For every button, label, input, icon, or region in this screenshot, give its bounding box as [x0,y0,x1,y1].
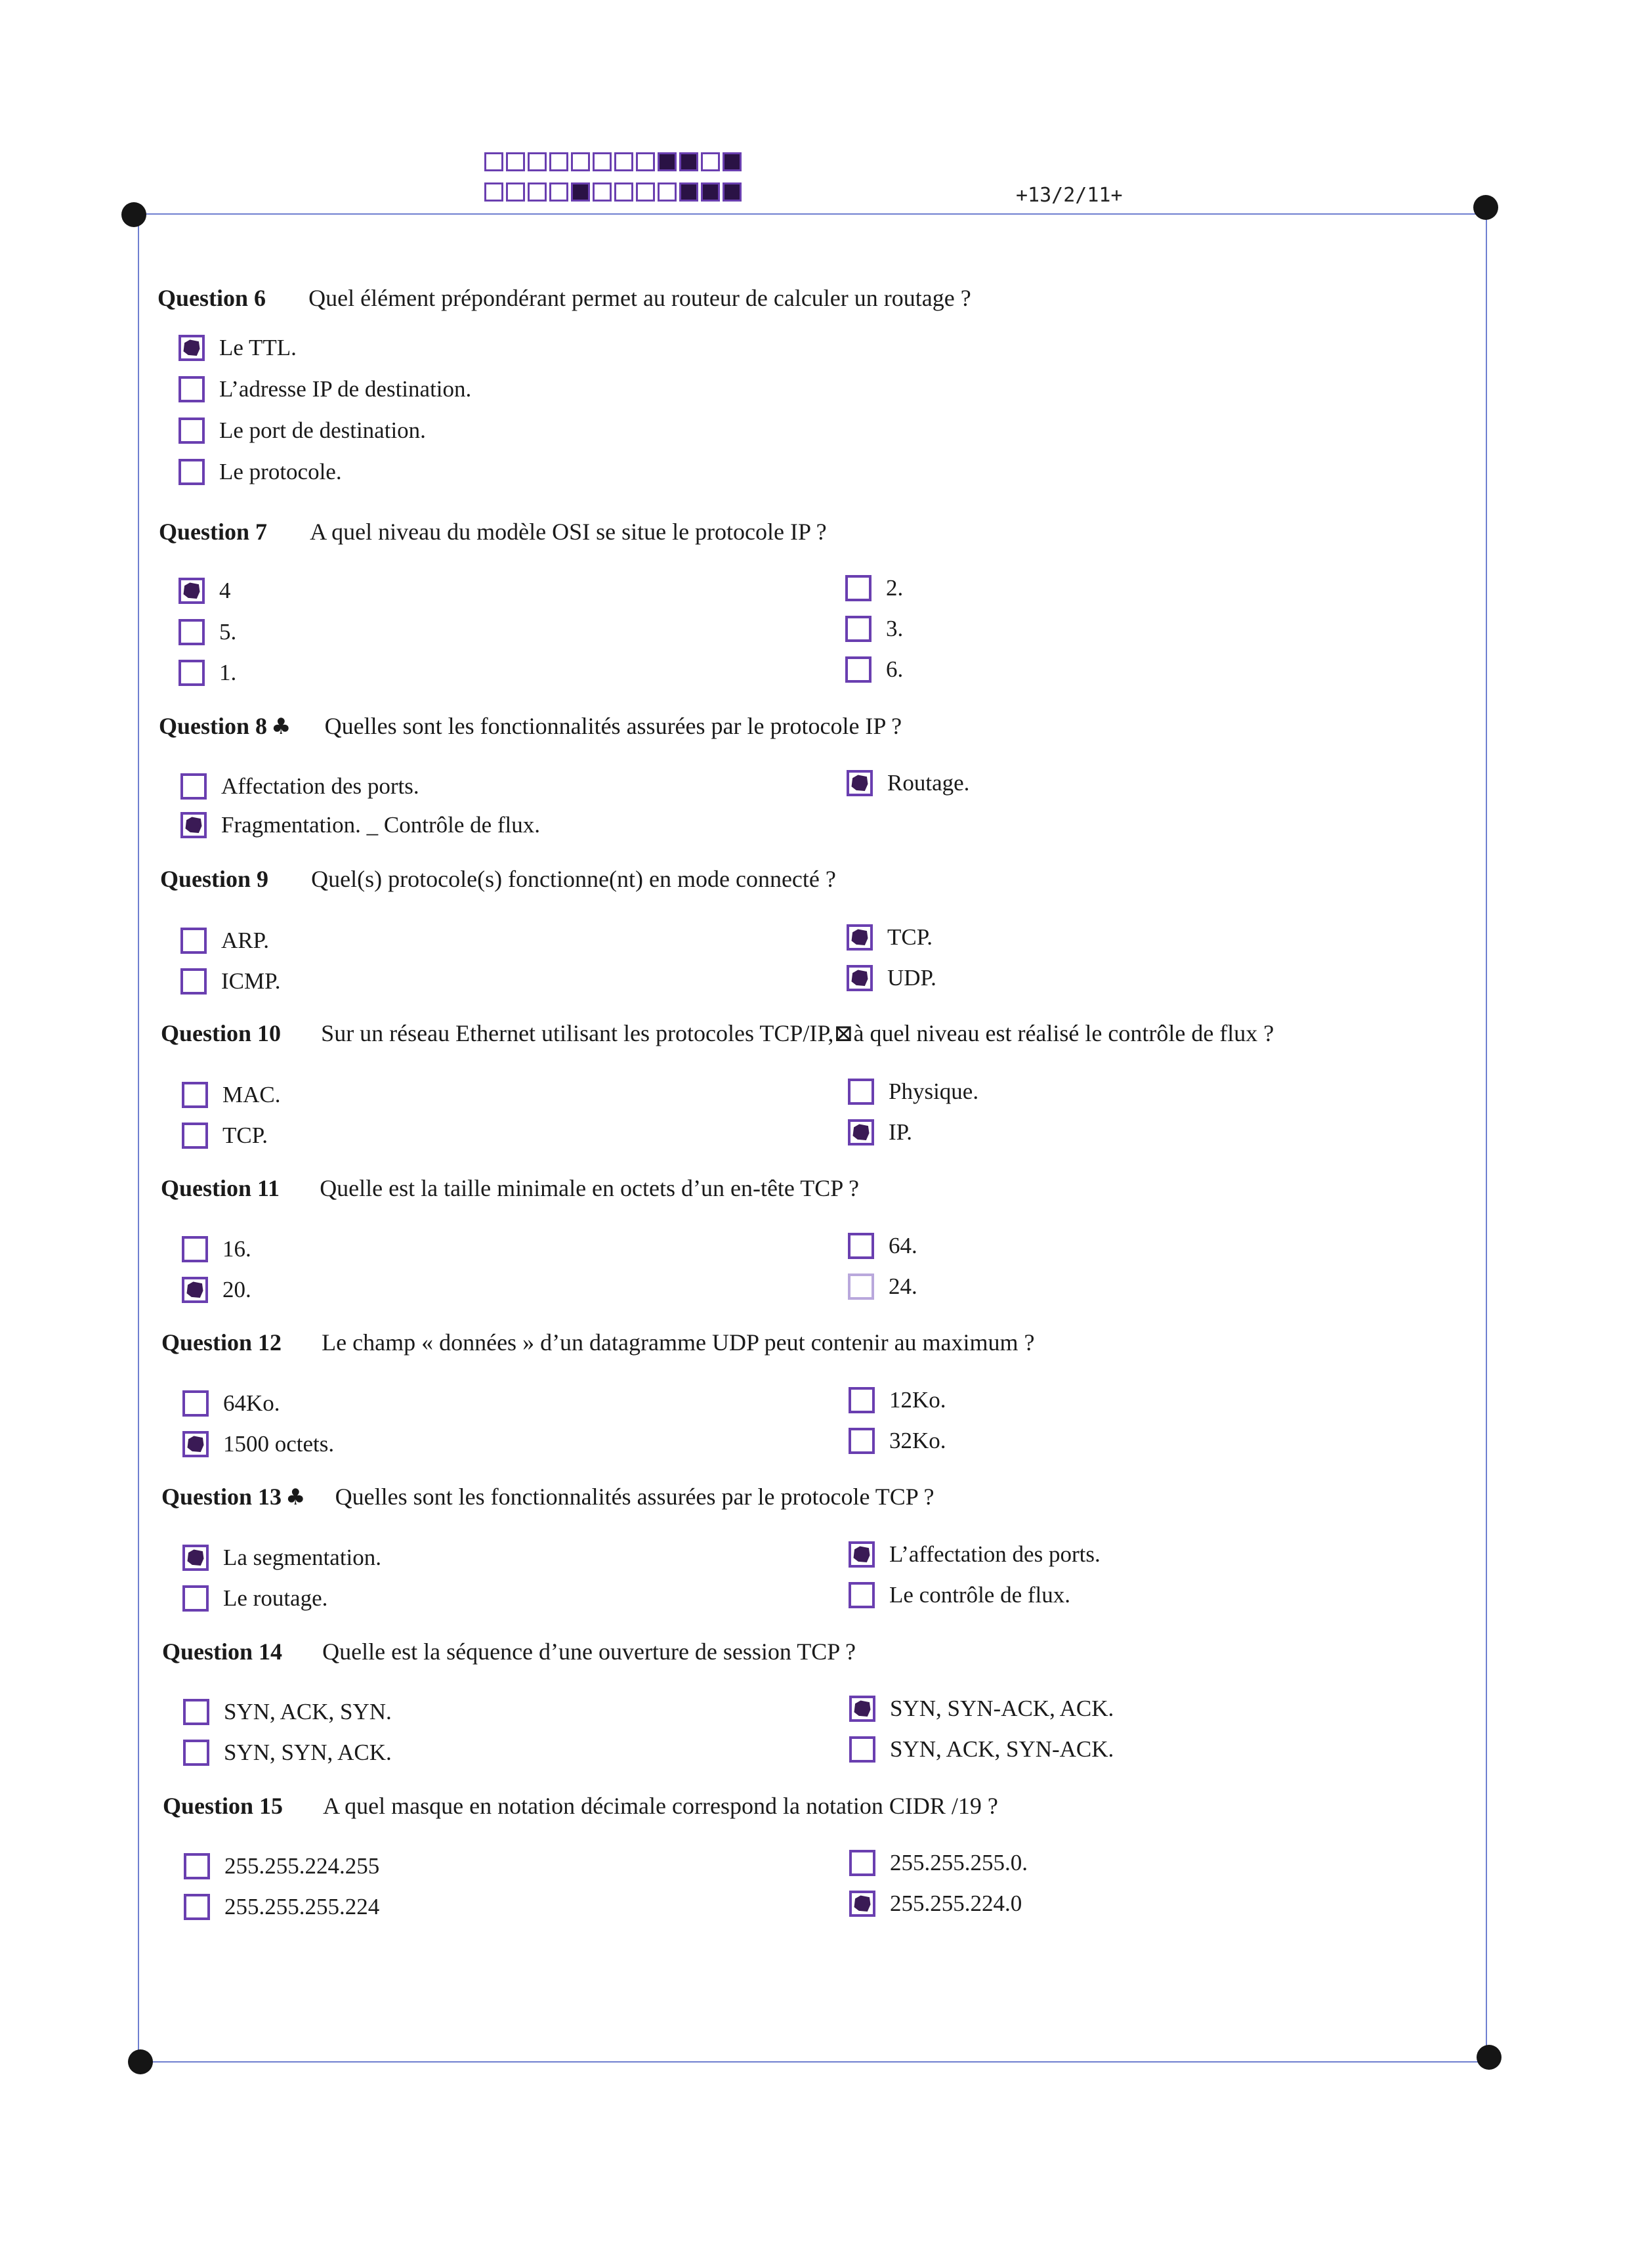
answer-option[interactable] [184,1853,379,1879]
answer-option[interactable] [178,459,342,485]
answer-checkbox[interactable] [178,376,205,402]
answer-label: IP. [889,1119,912,1145]
answer-label: Le TTL. [219,335,297,360]
answer-option[interactable] [178,417,426,444]
answer-option[interactable] [849,1736,1114,1763]
answer-option[interactable] [849,1696,1114,1722]
barcode-row-2 [484,182,742,202]
answer-checkbox[interactable] [847,965,873,991]
answer-option[interactable] [183,1699,392,1725]
answer-label: 64. [889,1233,917,1258]
answer-checkbox[interactable] [183,1740,209,1766]
answer-checkbox[interactable] [849,1541,875,1568]
barcode-cell [636,182,655,202]
answer-label: 5. [219,619,237,645]
answer-checkbox[interactable] [845,575,872,601]
answer-checkbox[interactable] [182,1545,209,1571]
answer-checkbox[interactable] [849,1891,875,1917]
answer-label: 6. [886,656,904,682]
answer-label: TCP. [887,924,933,950]
answer-label: Fragmentation. _ Contrôle de flux. [221,812,541,838]
answer-option[interactable] [847,770,969,796]
answer-checkbox[interactable] [849,1736,875,1763]
answer-option[interactable] [847,924,933,951]
answer-label: 16. [222,1236,251,1262]
answer-checkbox[interactable] [849,1850,875,1876]
answer-checkbox[interactable] [182,1236,208,1262]
answer-checkbox[interactable] [182,1082,208,1108]
answer-option[interactable] [180,773,419,800]
answer-label: 12Ko. [889,1387,946,1413]
question-text: Quelle est la taille minimale en octets d’un en-tête TCP ? [320,1175,859,1201]
answer-label: La segmentation. [223,1545,382,1570]
answer-checkbox[interactable] [182,1123,208,1149]
answer-checkbox[interactable] [180,968,207,995]
question-10-header [161,1019,1274,1047]
answer-label: MAC. [222,1082,281,1107]
answer-option[interactable] [180,812,540,838]
answer-checkbox[interactable] [178,417,205,444]
answer-checkbox[interactable] [182,1277,208,1303]
answer-checkbox[interactable] [183,1699,209,1725]
answer-option[interactable] [849,1850,1028,1876]
answer-label: 255.255.255.224 [224,1894,380,1919]
barcode-cell [484,182,503,202]
answer-label: 4 [219,578,231,603]
answer-label: Le routage. [223,1585,328,1611]
answer-label: SYN, SYN, ACK. [224,1740,392,1765]
question-11-header [161,1174,859,1202]
question-number: Question 13 [161,1484,282,1510]
question-number: Question 6 [158,285,266,311]
answer-option[interactable] [180,968,280,995]
question-12-header [161,1329,1035,1356]
answer-label: SYN, ACK, SYN-ACK. [890,1736,1114,1762]
answer-checkbox[interactable] [849,1387,875,1413]
answer-label: 1500 octets. [223,1431,335,1457]
answer-option[interactable] [847,965,936,991]
answer-label: 24. [889,1273,917,1299]
barcode-cell [636,152,655,171]
answer-label: SYN, SYN-ACK, ACK. [890,1696,1114,1721]
answer-checkbox[interactable] [849,1428,875,1454]
barcode-cell [723,152,742,171]
corner-marker-top-right [1473,195,1498,220]
barcode-cell [506,182,525,202]
barcode-cell [701,182,720,202]
answer-label: 255.255.255.0. [890,1850,1028,1875]
answer-label: 255.255.224.0 [890,1891,1022,1916]
answer-checkbox[interactable] [847,770,873,796]
barcode-row-1 [484,152,742,171]
barcode-cell [528,152,547,171]
answer-option[interactable] [178,376,471,402]
question-text: Sur un réseau Ethernet utilisant les protocoles TCP/IP,⊠à quel niveau est réalisé le contrôle de flux ? [321,1020,1274,1046]
answer-label: Physique. [889,1079,979,1104]
answer-option[interactable] [848,1273,917,1300]
answer-option[interactable] [182,1545,381,1571]
question-14-header [162,1638,856,1665]
answer-label: 3. [886,616,904,641]
answer-option[interactable] [178,335,297,361]
answer-checkbox[interactable] [178,335,205,361]
answer-checkbox[interactable] [849,1696,875,1722]
answer-option[interactable] [182,1277,251,1303]
answer-checkbox[interactable] [184,1894,210,1920]
answer-option[interactable] [845,656,903,683]
answer-option[interactable] [849,1387,946,1413]
question-text: A quel niveau du modèle OSI se situe le protocole IP ? [310,519,827,545]
answer-checkbox[interactable] [849,1582,875,1608]
answer-checkbox[interactable] [178,660,205,686]
frame-bottom [139,2061,1490,2063]
answer-label: 32Ko. [889,1428,946,1453]
question-number: Question 7 [159,519,268,545]
page-id: +13/2/11+ [1016,184,1123,207]
answer-checkbox[interactable] [845,656,872,683]
question-text: Quel(s) protocole(s) fonctionne(nt) en mode connecté ? [311,866,836,892]
barcode-cell [679,152,698,171]
question-text: A quel masque en notation décimale correspond la notation CIDR /19 ? [323,1793,998,1819]
barcode-cell [549,152,568,171]
question-number: Question 11 [161,1175,280,1201]
answer-checkbox[interactable] [182,1431,209,1457]
answer-option[interactable] [178,619,236,645]
answer-option[interactable] [182,1236,251,1262]
answer-option[interactable] [183,1740,392,1766]
barcode-cell [658,182,677,202]
answer-label: ICMP. [221,968,281,994]
answer-label: 2. [886,575,904,601]
question-text: Quelle est la séquence d’une ouverture de session TCP ? [322,1638,856,1665]
barcode-cell [679,182,698,202]
answer-option[interactable] [178,578,231,604]
club-icon: ♣ [285,1484,306,1510]
barcode-cell [484,152,503,171]
answer-option[interactable] [182,1390,280,1417]
answer-checkbox[interactable] [848,1079,874,1105]
barcode-cell [658,152,677,171]
frame-top [135,213,1488,215]
answer-checkbox[interactable] [178,619,205,645]
answer-label: 1. [219,660,237,685]
answer-option[interactable] [178,660,236,686]
answer-label: UDP. [887,965,936,991]
barcode-cell [571,182,590,202]
answer-option[interactable] [182,1123,268,1149]
barcode-cell [701,152,720,171]
question-number: Question 14 [162,1638,283,1665]
answer-checkbox[interactable] [848,1233,874,1259]
answer-checkbox[interactable] [178,578,205,604]
answer-checkbox[interactable] [184,1853,210,1879]
question-text: Quelles sont les fonctionnalités assurées par le protocole TCP ? [335,1484,934,1510]
answer-checkbox[interactable] [180,773,207,800]
answer-checkbox[interactable] [848,1119,874,1145]
barcode-cell [614,152,633,171]
answer-option[interactable] [182,1431,334,1457]
answer-option[interactable] [849,1582,1070,1608]
barcode-cell [506,152,525,171]
barcode-cell [614,182,633,202]
question-number: Question 10 [161,1020,282,1046]
answer-label: L’affectation des ports. [889,1541,1101,1567]
barcode-cell [549,182,568,202]
corner-marker-bottom-right [1477,2045,1502,2070]
question-number: Question 15 [163,1793,284,1819]
question-number: Question 9 [160,866,269,892]
question-number: Question 12 [161,1329,282,1356]
answer-label: Affectation des ports. [221,773,419,799]
answer-label: L’adresse IP de destination. [219,376,472,402]
answer-label: 20. [222,1277,251,1302]
answer-option[interactable] [845,575,903,601]
answer-option[interactable] [849,1891,1022,1917]
answer-option[interactable] [849,1541,1101,1568]
answer-option[interactable] [848,1233,917,1259]
answer-label: Le port de destination. [219,417,426,443]
answer-label: Routage. [887,770,970,796]
question-text: Le champ « données » d’un datagramme UDP peut contenir au maximum ? [322,1329,1035,1356]
answer-checkbox[interactable] [180,928,207,954]
answer-label: Le contrôle de flux. [889,1582,1071,1608]
answer-label: Le protocole. [219,459,342,484]
answer-checkbox[interactable] [848,1273,874,1300]
answer-label: TCP. [222,1123,268,1148]
barcode-cell [593,182,612,202]
barcode-cell [723,182,742,202]
answer-label: SYN, ACK, SYN. [224,1699,392,1724]
corner-marker-bottom-left [128,2049,153,2074]
answer-checkbox[interactable] [178,459,205,485]
answer-checkbox[interactable] [180,812,207,838]
corner-marker-top-left [121,202,146,227]
answer-option[interactable] [848,1119,912,1145]
question-8-header [159,712,902,740]
answer-option[interactable] [845,616,903,642]
answer-label: ARP. [221,928,269,953]
barcode-cell [593,152,612,171]
frame-left [138,213,139,2063]
answer-option[interactable] [848,1079,978,1105]
frame-right [1486,209,1487,2061]
barcode-cell [571,152,590,171]
question-7-header [159,518,827,546]
answer-checkbox[interactable] [845,616,872,642]
answer-option[interactable] [182,1585,327,1612]
question-number: Question 8 [159,713,268,739]
answer-label: 64Ko. [223,1390,280,1416]
club-icon: ♣ [271,714,291,740]
question-6-header [158,284,971,312]
answer-option[interactable] [849,1428,946,1454]
answer-option[interactable] [182,1082,281,1108]
answer-label: 255.255.224.255 [224,1853,380,1879]
barcode-cell [528,182,547,202]
answer-checkbox[interactable] [182,1390,209,1417]
question-text: Quelles sont les fonctionnalités assurées par le protocole IP ? [324,713,902,739]
question-15-header [163,1792,998,1820]
answer-checkbox[interactable] [847,924,873,951]
question-13-header [161,1483,934,1510]
answer-option[interactable] [180,928,269,954]
question-text: Quel élément prépondérant permet au routeur de calculer un routage ? [308,285,971,311]
answer-checkbox[interactable] [182,1585,209,1612]
answer-option[interactable] [184,1894,379,1920]
question-9-header [160,865,836,893]
